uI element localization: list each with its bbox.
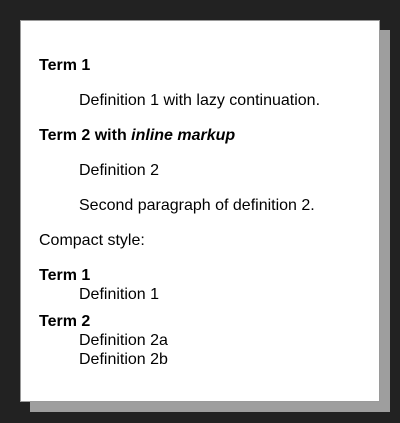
- definition-2-paragraph-2: Second paragraph of definition 2.: [79, 197, 315, 214]
- term-1: Term 1: [39, 57, 91, 74]
- compact-definition-1: Definition 1: [79, 286, 160, 303]
- document-page: [20, 20, 380, 402]
- compact-definition-2a: Definition 2a: [79, 332, 168, 349]
- compact-term-1: Term 1: [39, 267, 91, 284]
- term-2: [39, 126, 235, 145]
- term-2-inline-markup: inline markup: [131, 127, 236, 144]
- compact-definition-2b: Definition 2b: [79, 351, 168, 368]
- compact-term-2: Term 2: [39, 313, 91, 330]
- definition-1: Definition 1 with lazy continuation.: [79, 92, 321, 109]
- definition-2: Definition 2: [79, 162, 160, 179]
- term-2-text: Term 2 with: [39, 127, 132, 144]
- compact-style-heading: Compact style:: [39, 232, 145, 249]
